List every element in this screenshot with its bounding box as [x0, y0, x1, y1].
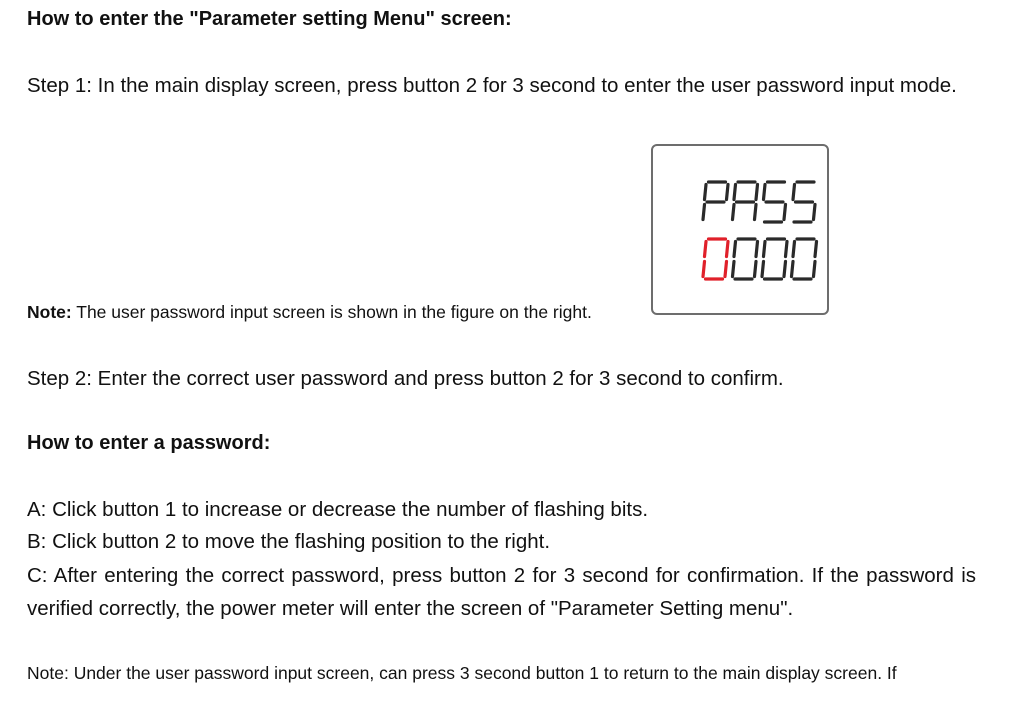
lcd-char-line2: [792, 239, 817, 279]
lcd-segment: [755, 262, 757, 277]
lcd-segment: [815, 242, 817, 257]
instruction-c: C: After entering the correct password, press button 2 for 3 second for confirmation. If the password is verified correctly, the power meter will enter the screen of "Parameter Setting menu".: [27, 564, 976, 620]
lcd-segment: [756, 185, 758, 200]
lcd-segment: [725, 262, 727, 277]
lcd-segment: [727, 185, 729, 200]
note-password-screen: [27, 302, 592, 323]
lcd-segment: [703, 262, 705, 277]
section-heading-enter-password: How to enter a password:: [27, 432, 271, 454]
lcd-display-figure: [651, 144, 829, 315]
lcd-segment: [793, 242, 795, 257]
section-heading-parameter-menu: How to enter the "Parameter setting Menu" screen:: [27, 8, 512, 30]
instruction-b: B: Click button 2 to move the flashing position to the right.: [27, 530, 551, 553]
lcd-segment: [734, 185, 736, 200]
lcd-segment: [786, 242, 788, 257]
note-label: Note:: [27, 302, 72, 322]
lcd-segment: [814, 205, 816, 220]
lcd-char-line1: [703, 182, 728, 220]
lcd-segment: [727, 242, 729, 257]
lcd-segment: [734, 242, 736, 257]
lcd-segment: [756, 242, 758, 257]
lcd-char-line1: [793, 182, 815, 222]
lcd-char-line1: [764, 182, 786, 222]
instruction-a: A: Click button 1 to increase or decrease the number of flashing bits.: [27, 498, 649, 521]
lcd-segment: [764, 242, 766, 257]
lcd-segment: [764, 185, 766, 200]
lcd-char-line2: [762, 239, 787, 279]
lcd-segment: [733, 262, 735, 277]
lcd-segment-display: [653, 146, 827, 313]
lcd-segment: [792, 262, 794, 277]
lcd-segment: [755, 205, 757, 220]
lcd-segment: [793, 185, 795, 200]
lcd-char-flashing: [703, 239, 728, 279]
lcd-segment: [784, 262, 786, 277]
lcd-segment: [814, 262, 816, 277]
note-text: The user password input screen is shown in the figure on the right.: [71, 302, 592, 322]
note-return-main-screen: Note: Under the user password input screen, can press 3 second button 1 to return to the main display screen. If: [27, 663, 897, 683]
lcd-segment: [705, 185, 707, 200]
lcd-segment: [733, 205, 735, 220]
lcd-segment: [762, 262, 764, 277]
lcd-segment: [703, 205, 705, 220]
lcd-segment: [784, 205, 786, 220]
lcd-char-line2: [733, 239, 758, 279]
lcd-char-line1: [733, 182, 758, 220]
step-1-text: Step 1: In the main display screen, press button 2 for 3 second to enter the user password input mode.: [27, 74, 957, 97]
step-2-text: Step 2: Enter the correct user password and press button 2 for 3 second to confirm.: [27, 367, 784, 390]
lcd-segment: [705, 242, 707, 257]
